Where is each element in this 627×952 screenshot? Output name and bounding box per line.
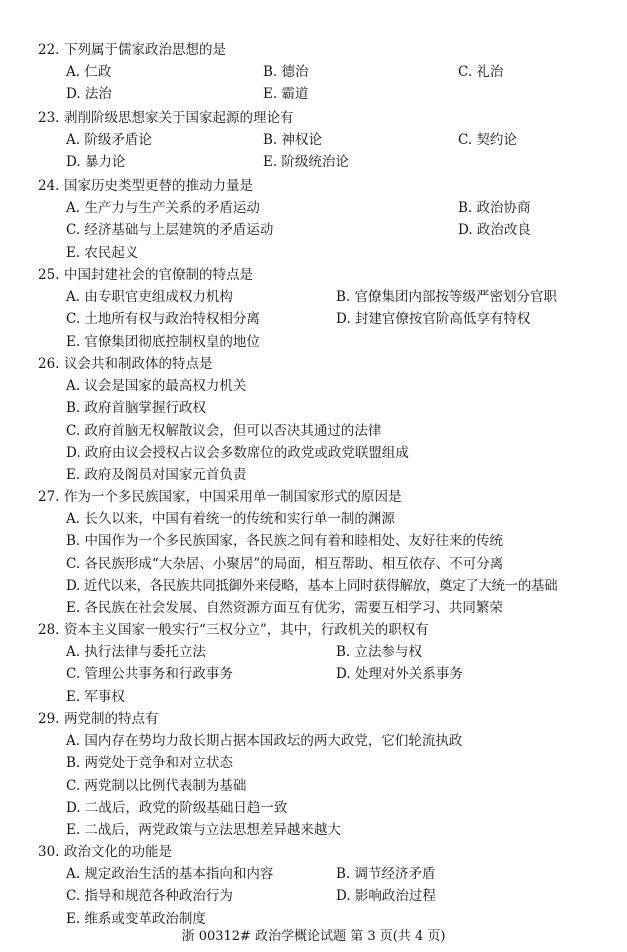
- question-27: [38, 486, 607, 619]
- option-row: [38, 553, 607, 575]
- option-row: [38, 597, 607, 619]
- option-a: A. 仁政: [66, 64, 112, 80]
- option-c: C. 土地所有权与政治特权相分离: [66, 311, 260, 328]
- option-row: [38, 442, 607, 464]
- question-stem: [38, 708, 607, 730]
- question-stem: [38, 107, 607, 129]
- option-row: [38, 197, 607, 219]
- option-e: E. 农民起义: [66, 244, 139, 261]
- question-30: [38, 841, 607, 930]
- option-d: D. 暴力论: [66, 154, 126, 171]
- option-row: [38, 686, 607, 708]
- option-b: B. 官僚集团内部按等级严密划分官职: [336, 289, 558, 305]
- option-a: A. 国内存在势均力敌长期占据本国政坛的两大政党，它们轮流执政: [66, 733, 463, 749]
- option-row: [38, 508, 607, 530]
- option-c: C. 各民族形成“大杂居、小聚居”的局面，相互帮助、相互依存、不可分离: [66, 555, 504, 572]
- question-stem: [38, 486, 607, 508]
- question-26: [38, 353, 607, 486]
- option-c: C. 指导和规范各种政治行为: [66, 888, 233, 905]
- question-25: [38, 264, 607, 353]
- option-row: [38, 464, 607, 486]
- option-row: [38, 752, 607, 774]
- option-row: [38, 819, 607, 841]
- option-row: [38, 397, 607, 419]
- option-d: D. 二战后，政党的阶级基础日趋一致: [66, 799, 288, 816]
- question-stem: [38, 841, 607, 863]
- question-text: 中国封建社会的官僚制的特点是: [64, 267, 253, 283]
- option-row: [38, 641, 607, 663]
- option-d: D. 处理对外关系事务: [336, 666, 463, 683]
- option-a: A. 长久以来，中国有着统一的传统和实行单一制的渊源: [66, 511, 395, 527]
- question-text: 政治文化的功能是: [64, 844, 172, 860]
- question-24: [38, 175, 607, 264]
- question-29: [38, 708, 607, 841]
- question-number: 25.: [38, 267, 60, 283]
- page-footer: 浙 00312# 政治学概论试题 第 3 页(共 4 页): [181, 929, 446, 944]
- option-e: E. 各民族在社会发展、自然资源方面互有优劣，需要互相学习、共同繁荣: [66, 600, 503, 617]
- option-row: [38, 61, 607, 83]
- option-d: D. 封建官僚按官阶高低享有特权: [336, 311, 531, 328]
- question-number: 22.: [38, 42, 60, 58]
- option-row: [38, 863, 607, 885]
- option-c: C. 政府首脑无权解散议会，但可以否决其通过的法律: [66, 422, 382, 439]
- option-row: [38, 730, 607, 752]
- option-e: E. 军事权: [66, 688, 125, 705]
- option-b: B. 政治协商: [458, 200, 531, 216]
- option-e: E. 政府及阁员对国家元首负责: [66, 467, 247, 484]
- option-d: D. 政治改良: [458, 222, 531, 239]
- option-a: A. 由专职官吏组成权力机构: [66, 289, 233, 305]
- question-text: 议会共和制政体的特点是: [64, 356, 213, 372]
- option-b: B. 中国作为一个多民族国家，各民族之间有着和睦相处、友好往来的传统: [66, 533, 504, 550]
- question-number: 29.: [38, 711, 60, 727]
- option-e: E. 阶级统治论: [263, 154, 349, 171]
- option-row: [38, 575, 607, 597]
- option-e: E. 二战后，两党政策与立法思想差异越来越大: [66, 822, 341, 839]
- question-stem: [38, 353, 607, 375]
- option-row: [38, 375, 607, 397]
- question-28: [38, 619, 607, 708]
- option-d: D. 法治: [66, 86, 112, 103]
- option-row: [38, 129, 607, 151]
- question-text: 作为一个多民族国家，中国采用单一制国家形式的原因是: [64, 489, 402, 505]
- option-row: [38, 151, 607, 173]
- question-text: 两党制的特点有: [64, 711, 159, 727]
- option-d: D. 影响政治过程: [336, 888, 436, 905]
- option-e: E. 官僚集团彻底控制权皇的地位: [66, 333, 260, 350]
- option-e: E. 霸道: [263, 86, 309, 103]
- question-text: 剥削阶级思想家关于国家起源的理论有: [64, 110, 294, 126]
- option-c: C. 管理公共事务和行政事务: [66, 666, 233, 683]
- question-number: 27.: [38, 489, 60, 505]
- question-23: [38, 107, 607, 174]
- option-b: B. 立法参与权: [336, 644, 423, 660]
- option-row: [38, 219, 607, 241]
- option-row: [38, 663, 607, 685]
- question-stem: [38, 619, 607, 641]
- option-b: B. 调节经济矛盾: [336, 866, 436, 882]
- question-text: 国家历史类型更替的推动力量是: [64, 178, 253, 194]
- option-a: A. 生产力与生产关系的矛盾运动: [66, 200, 260, 216]
- option-c: C. 两党制以比例代表制为基础: [66, 777, 247, 794]
- question-number: 24.: [38, 178, 60, 194]
- option-a: A. 议会是国家的最高权力机关: [66, 378, 247, 394]
- option-b: B. 政府首脑掌握行政权: [66, 400, 207, 417]
- option-row: [38, 331, 607, 353]
- option-c: C. 契约论: [458, 132, 517, 148]
- option-d: D. 政府由议会授权占议会多数席位的政党或政党联盟组成: [66, 444, 409, 461]
- question-stem: [38, 39, 607, 61]
- option-b: B. 两党处于竞争和对立状态: [66, 755, 234, 772]
- question-number: 28.: [38, 622, 60, 638]
- option-e: E. 维系或变革政治制度: [66, 910, 206, 927]
- option-d: D. 近代以来，各民族共同抵御外来侵略，基本上同时获得解放，奠定了大统一的基础: [66, 577, 558, 594]
- option-row: [38, 286, 607, 308]
- question-text: 下列属于儒家政治思想的是: [64, 42, 226, 58]
- question-stem: [38, 264, 607, 286]
- option-b: B. 神权论: [263, 132, 323, 148]
- option-a: A. 执行法律与委托立法: [66, 644, 206, 660]
- option-row: [38, 775, 607, 797]
- option-b: B. 德治: [263, 64, 309, 80]
- option-row: [38, 530, 607, 552]
- question-22: [38, 39, 607, 106]
- option-c: C. 经济基础与上层建筑的矛盾运动: [66, 222, 274, 239]
- option-row: [38, 797, 607, 819]
- option-row: [38, 308, 607, 330]
- question-number: 26.: [38, 356, 60, 372]
- option-row: [38, 885, 607, 907]
- question-text: 资本主义国家一般实行“三权分立”，其中，行政机关的职权有: [64, 622, 429, 638]
- question-number: 30.: [38, 844, 60, 860]
- option-row: [38, 83, 607, 105]
- option-a: A. 阶级矛盾论: [66, 132, 152, 148]
- option-a: A. 规定政治生活的基本指向和内容: [66, 866, 274, 882]
- question-stem: [38, 175, 607, 197]
- option-c: C. 礼治: [458, 64, 504, 80]
- option-row: [38, 420, 607, 442]
- option-row: [38, 242, 607, 264]
- question-number: 23.: [38, 110, 60, 126]
